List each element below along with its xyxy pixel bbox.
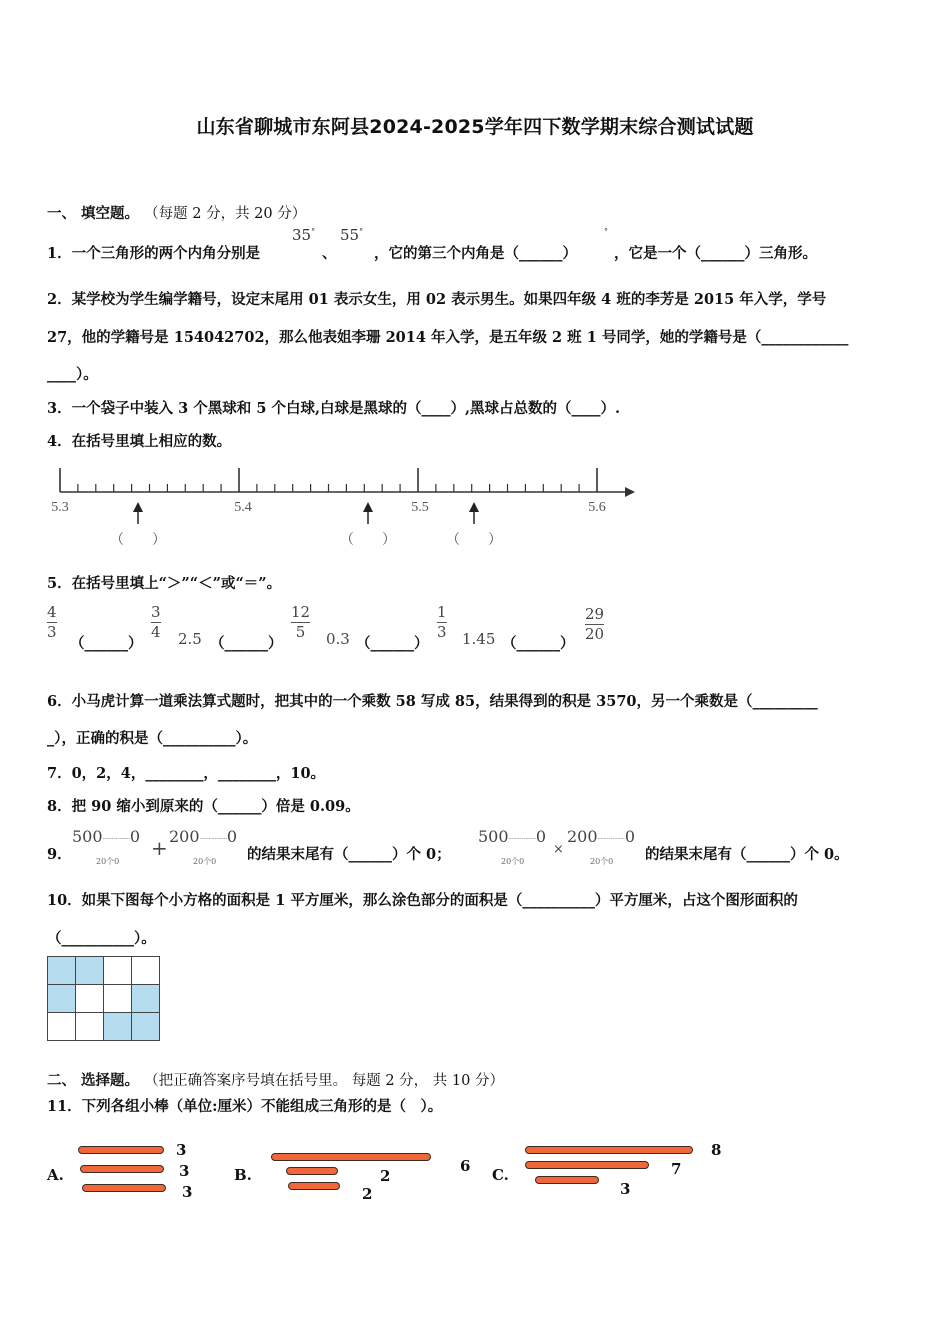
option-c-stick-3 (535, 1176, 599, 1184)
option-b-length-3: 2 (362, 1185, 373, 1203)
section-1-label: 一、 填空题。 (47, 205, 140, 222)
option-c-label[interactable]: C. (492, 1166, 509, 1184)
grid-cell (132, 1013, 160, 1041)
q5-value-2.5: 2.5 (178, 630, 202, 648)
tick-label-5.5: 5.5 (411, 500, 429, 515)
tick-label-5.6: 5.6 (588, 500, 606, 515)
question-11: 11．下列各组小棒（单位:厘米）不能组成三角形的是（ ）。 (47, 1098, 443, 1115)
number-line (40, 460, 640, 555)
section-2-note: （把正确答案序号填在括号里。 每题 2 分， 共 10 分） (144, 1073, 504, 1089)
option-a-length-2: 3 (179, 1162, 190, 1180)
question-3: 3．一个袋子中装入 3 个黑球和 5 个白球,白球是黑球的（____）,黑球占总数的（____）. (47, 400, 621, 417)
grid-cell (76, 985, 104, 1013)
option-b-stick-3 (288, 1182, 340, 1190)
question-2-line-2: 27，他的学籍号是 154042702，那么他表姐李珊 2014 年入学，是五年级 2 班 1 号同学，她的学籍号是（____________ (47, 329, 849, 346)
q5-blank-1[interactable]: （______） (70, 635, 143, 652)
arrow-marker-1 (133, 502, 143, 524)
option-a-stick-3 (82, 1184, 166, 1192)
answer-blank-2[interactable]: （ ） (340, 533, 396, 548)
option-a-label[interactable]: A. (47, 1166, 64, 1184)
q1-blank-2: ，它是一个（______）三角形。 (614, 245, 817, 262)
q9-times-sign: × (553, 842, 564, 857)
q9-term-1: 500┈┈·┈┈0 (72, 827, 140, 846)
q9-term-2-zero-count: 20个0 (193, 857, 217, 866)
q9-number: 9． (47, 846, 72, 863)
question-1 (47, 242, 260, 263)
option-b-length-2: 2 (380, 1167, 391, 1185)
q9-term-4: 200┈┈·┈┈0 (567, 827, 635, 846)
question-10-line-2: （__________）。 (47, 930, 156, 947)
grid-cell (48, 957, 76, 985)
grid-cell (104, 1013, 132, 1041)
question-8: 8．把 90 缩小到原来的（______）倍是 0.09。 (47, 798, 360, 815)
q9-term-3-zero-count: 20个0 (501, 857, 525, 866)
option-c-length-2: 7 (671, 1160, 682, 1178)
q9-term-1-zero-count: 20个0 (96, 857, 120, 866)
question-4: 4．在括号里填上相应的数。 (47, 433, 232, 450)
option-a-stick-2 (80, 1165, 164, 1173)
question-2-line-1: 2．某学校为学生编学籍号，设定末尾用 01 表示女生，用 02 表示男生。如果四年级 4 班的李芳是 2015 年入学，学号 (47, 291, 827, 308)
shaded-grid (47, 956, 160, 1041)
option-c-length-1: 8 (711, 1141, 722, 1159)
section-2-heading (47, 1069, 504, 1090)
answer-blank-1[interactable]: （ ） (110, 533, 166, 548)
grid-cell (48, 1013, 76, 1041)
question-2-line-3: ____）。 (47, 366, 98, 383)
q5-fraction-12-5: 12 5 (291, 603, 311, 641)
q9-product-text: 的结果末尾有（______）个 0。 (645, 846, 849, 863)
q5-fraction-4-3: 4 3 (47, 603, 57, 641)
q9-term-3: 500┈┈·┈┈0 (478, 827, 546, 846)
grid-cell (76, 957, 104, 985)
grid-cell (132, 957, 160, 985)
option-b-stick-2 (286, 1167, 338, 1175)
option-c-stick-2 (525, 1161, 649, 1169)
section-2-label: 二、 选择题。 (47, 1072, 140, 1089)
grid-cell (104, 957, 132, 985)
q5-blank-4[interactable]: （______） (502, 635, 575, 652)
q5-value-0.3: 0.3 (326, 630, 350, 648)
question-6-line-2: _），正确的积是（__________）。 (47, 730, 258, 747)
question-5: 5．在括号里填上“＞”“＜”或“＝”。 (47, 575, 282, 592)
option-b-label[interactable]: B. (234, 1166, 252, 1184)
q9-plus-sign: + (151, 836, 168, 860)
option-a-stick-1 (78, 1146, 164, 1154)
q9-term-2: 200┈┈·┈┈0 (169, 827, 237, 846)
section-1-note: （每题 2 分，共 20 分） (144, 206, 307, 222)
q9-sum-text: 的结果末尾有（______）个 0； (247, 846, 451, 863)
q1-separator: 、 (322, 245, 337, 262)
minor-ticks (60, 468, 597, 492)
grid-cell (76, 1013, 104, 1041)
question-10-line-1: 10．如果下图每个小方格的面积是 1 平方厘米，那么涂色部分的面积是（__________）平方厘米，占这个图形面积的 (47, 892, 798, 909)
number-line-arrow (625, 487, 635, 497)
q5-value-1.45: 1.45 (462, 630, 496, 648)
q5-fraction-3-4: 3 4 (151, 603, 161, 641)
grid-cell (104, 985, 132, 1013)
option-a-length-3: 3 (182, 1183, 193, 1201)
answer-blank-3[interactable]: （ ） (446, 533, 502, 548)
q5-blank-2[interactable]: （______） (210, 635, 283, 652)
q5-fraction-29-20: 29 20 (585, 605, 605, 643)
option-c-length-3: 3 (620, 1180, 631, 1198)
q1-angle-1: 35° (292, 226, 316, 244)
section-1-heading (47, 202, 306, 223)
tick-label-5.3: 5.3 (51, 500, 69, 515)
arrow-marker-2 (363, 502, 373, 524)
arrow-marker-3 (469, 502, 479, 524)
option-c-stick-1 (525, 1146, 693, 1154)
q1-blank-1: ，它的第三个内角是（______） (374, 245, 577, 262)
option-a-length-1: 3 (176, 1141, 187, 1159)
q1-text: 1．一个三角形的两个内角分别是 (47, 245, 261, 262)
q1-degree-mark: ° (604, 227, 608, 236)
q1-angle-2: 55° (340, 226, 364, 244)
page-title: 山东省聊城市东阿县2024-2025学年四下数学期末综合测试试题 (196, 116, 754, 138)
q5-blank-3[interactable]: （______） (356, 635, 429, 652)
q5-fraction-1-3: 1 3 (437, 603, 447, 641)
tick-label-5.4: 5.4 (234, 500, 252, 515)
grid-cell (132, 985, 160, 1013)
q9-term-4-zero-count: 20个0 (590, 857, 614, 866)
question-7: 7．0，2，4，________，________，10。 (47, 765, 326, 782)
option-b-length-1: 6 (460, 1157, 471, 1175)
question-6-line-1: 6．小马虎计算一道乘法算式题时，把其中的一个乘数 58 写成 85，结果得到的积是 3570，另一个乘数是（_________ (47, 693, 818, 710)
grid-cell (48, 985, 76, 1013)
option-b-stick-1 (271, 1153, 431, 1161)
